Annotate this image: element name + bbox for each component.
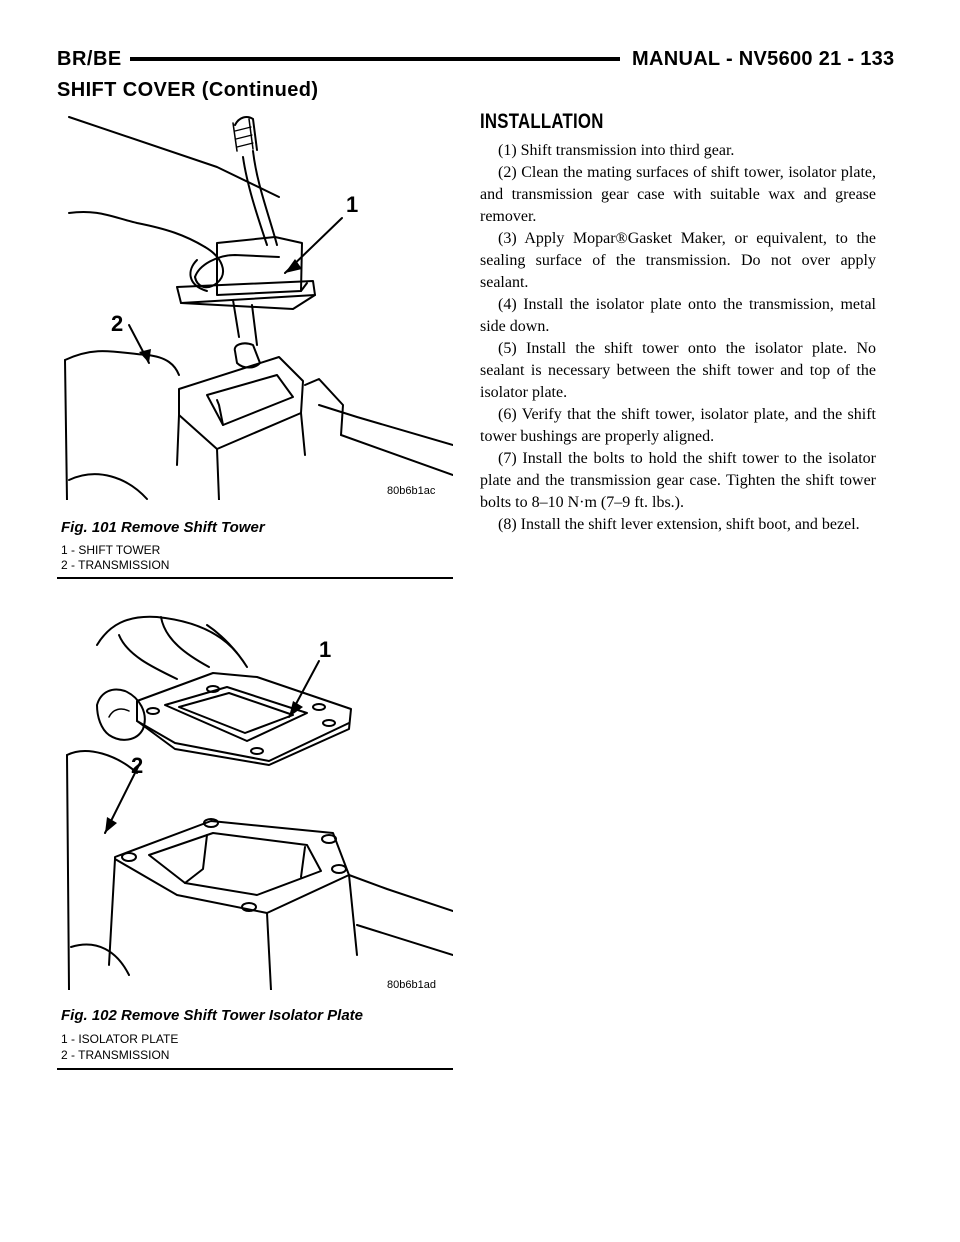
callout-1: 1	[346, 192, 359, 217]
header-model: BR/BE	[57, 48, 122, 70]
step-4: (4) Install the isolator plate onto the transmission, metal side down.	[480, 296, 876, 335]
callout-2: 2	[111, 311, 124, 336]
step-1: (1) Shift transmission into third gear.	[498, 142, 735, 159]
step-5: (5) Install the shift tower onto the isolator plate. No sealant is necessary between the shift tower and top of the isolator plate.	[480, 340, 876, 401]
header-manual-page: MANUAL - NV5600 21 - 133	[632, 48, 895, 70]
figure-102	[57, 595, 453, 1070]
legend-item-1: 1 - SHIFT TOWER	[61, 543, 161, 557]
installation-steps	[480, 140, 876, 536]
header-rule	[130, 57, 620, 61]
isolator-plate-illustration	[57, 595, 453, 990]
step-6: (6) Verify that the shift tower, isolator plate, and the shift tower bushings are properly aligned.	[480, 406, 876, 445]
step-2: (2) Clean the mating surfaces of shift tower, isolator plate, and transmission gear case with suitable wax and grease remover.	[480, 164, 876, 225]
figure-caption: Fig. 101 Remove Shift Tower	[61, 519, 265, 536]
figure-code: 80b6b1ac	[387, 485, 436, 497]
legend-item-1: 1 - ISOLATOR PLATE	[61, 1032, 179, 1046]
legend-item-2: 2 - TRANSMISSION	[61, 1048, 170, 1062]
figure-rule	[57, 1068, 453, 1070]
figure-rule	[57, 577, 453, 579]
section-title: SHIFT COVER (Continued)	[57, 79, 319, 101]
step-8: (8) Install the shift lever extension, shift boot, and bezel.	[498, 516, 860, 533]
installation-heading: INSTALLATION	[480, 110, 604, 133]
figure-code: 80b6b1ad	[387, 979, 436, 991]
figure-101	[57, 105, 453, 580]
callout-2: 2	[131, 753, 144, 778]
step-3: (3) Apply Mopar®Gasket Maker, or equivalent, to the sealing surface of the transmission. Do not over apply sealant.	[480, 230, 876, 291]
callout-1: 1	[319, 637, 332, 662]
step-7: (7) Install the bolts to hold the shift tower to the isolator plate and the transmission gear case. Tighten the shift tower bolts to 8–10 N·m (7–9 ft. lbs.).	[480, 450, 876, 511]
shift-tower-illustration	[57, 105, 453, 500]
figure-caption: Fig. 102 Remove Shift Tower Isolator Plate	[61, 1007, 364, 1024]
legend-item-2: 2 - TRANSMISSION	[61, 558, 170, 572]
